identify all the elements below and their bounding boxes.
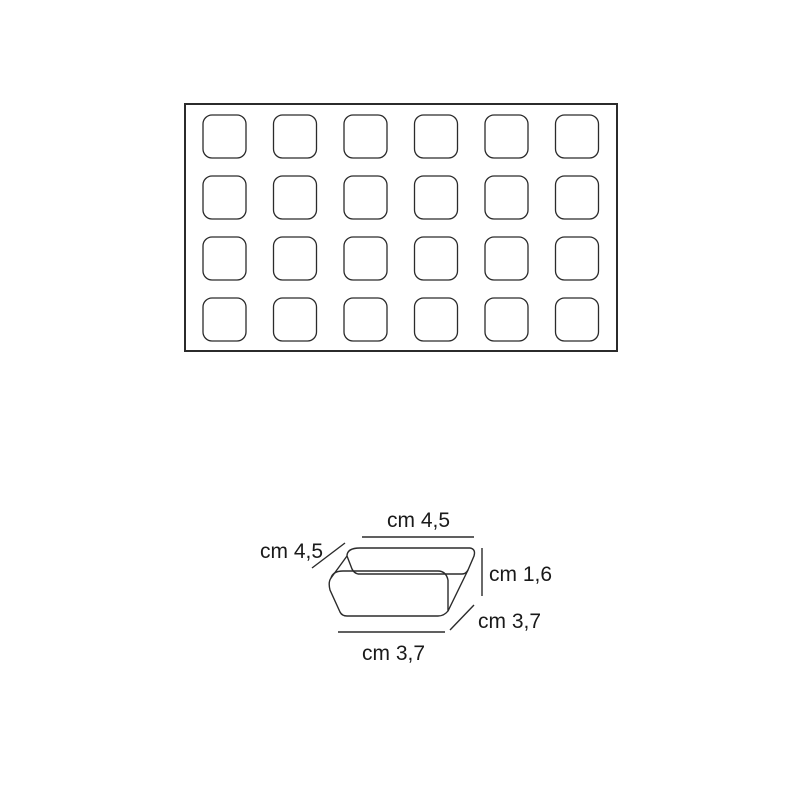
mold-top-view	[185, 104, 617, 351]
dim-label-bottom-length: cm 3,7	[362, 642, 426, 665]
mold-cavity	[485, 237, 528, 280]
mold-cavity	[274, 298, 317, 341]
dim-label-height: cm 1,6	[489, 563, 553, 586]
mold-cavity	[274, 237, 317, 280]
mold-cavity	[485, 298, 528, 341]
cavity-front-edge	[331, 571, 448, 580]
mold-cavity	[485, 115, 528, 158]
mold-cavity	[556, 115, 599, 158]
mold-cavity	[415, 237, 458, 280]
mold-cavity	[203, 176, 246, 219]
mold-cavity	[556, 176, 599, 219]
mold-cavity	[344, 176, 387, 219]
cavity-top-rim	[347, 548, 475, 574]
dim-label-top-length: cm 4,5	[387, 509, 451, 532]
mold-cavity	[274, 176, 317, 219]
mold-cavity	[203, 115, 246, 158]
mold-cavity	[556, 298, 599, 341]
mold-cavity	[415, 298, 458, 341]
mold-cavity	[274, 115, 317, 158]
dim-label-side-length: cm 4,5	[260, 540, 324, 563]
mold-frame	[185, 104, 617, 351]
mold-cavity	[415, 176, 458, 219]
mold-cavity	[344, 115, 387, 158]
mold-cavity	[344, 237, 387, 280]
cavity-perspective-view	[260, 509, 552, 665]
mold-cavity	[415, 115, 458, 158]
dim-label-bottom-side: cm 3,7	[478, 610, 542, 633]
mold-cavity	[203, 298, 246, 341]
mold-cavity	[485, 176, 528, 219]
dim-line-bottom-side	[450, 605, 474, 630]
mold-cavity	[203, 237, 246, 280]
mold-cavity	[556, 237, 599, 280]
mold-cavity	[344, 298, 387, 341]
